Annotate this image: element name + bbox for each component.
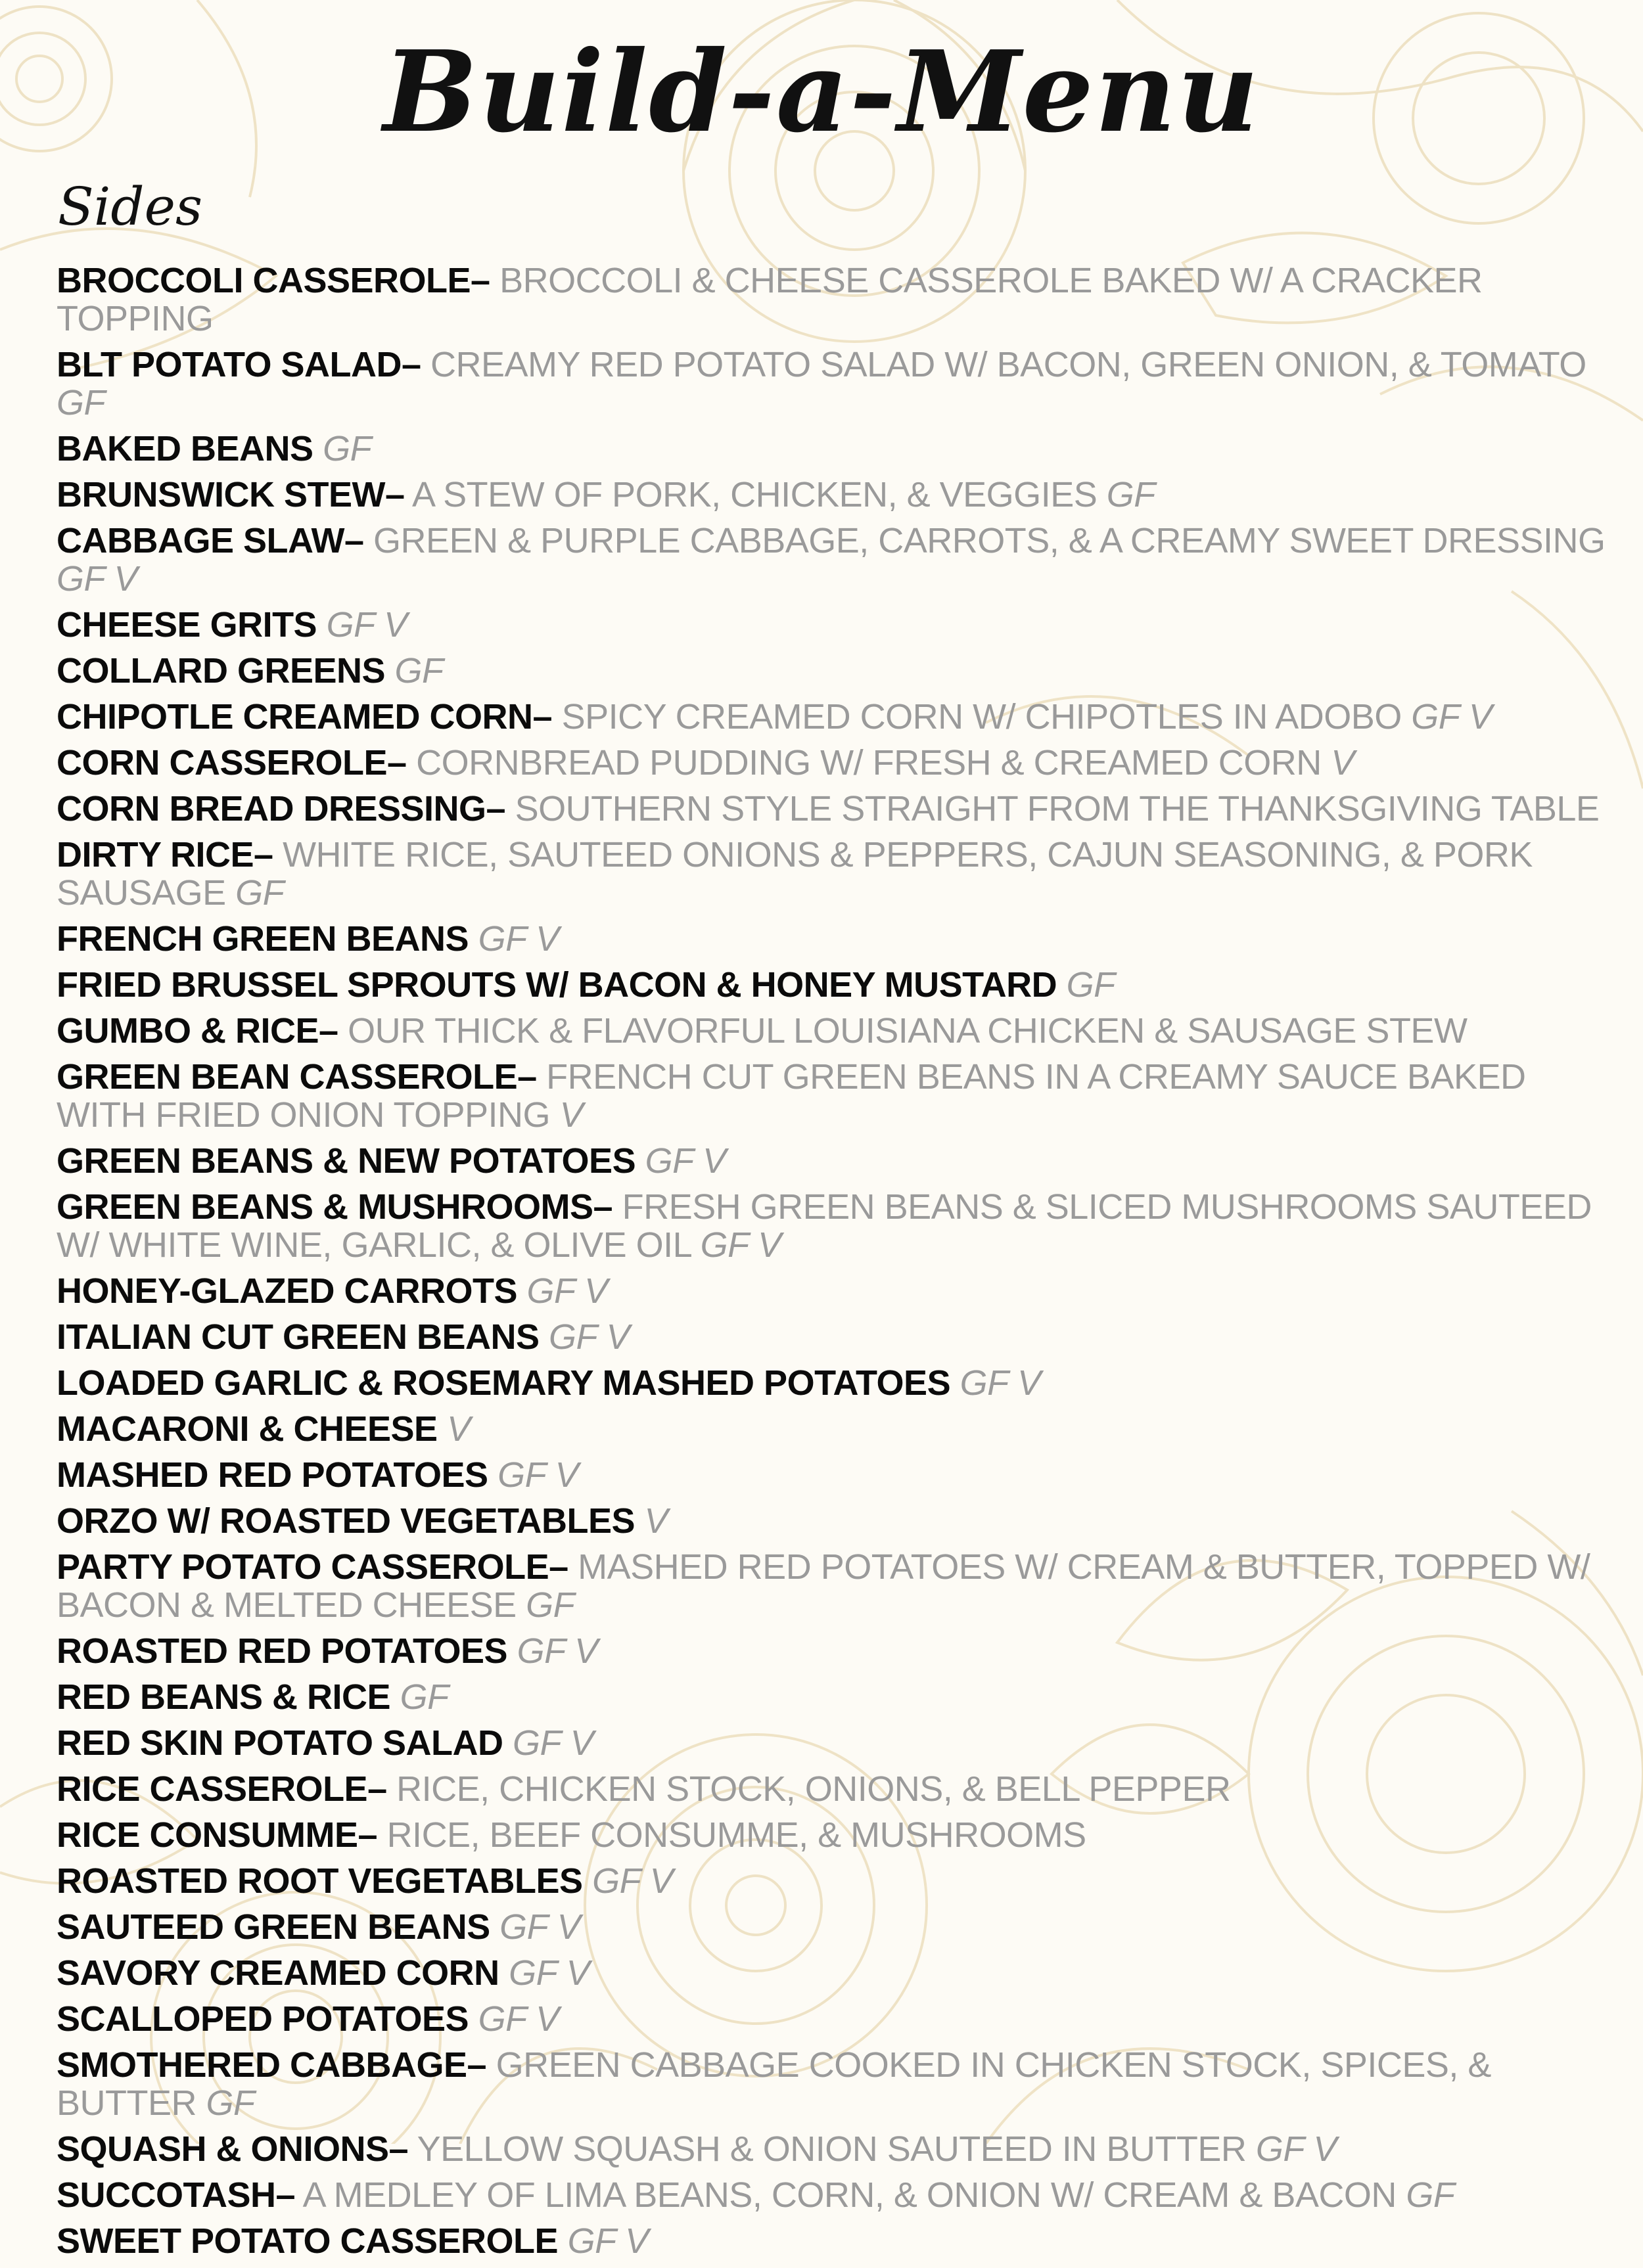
menu-item-description: OUR THICK & FLAVORFUL LOUISIANA CHICKEN & SAUSAGE STEW bbox=[348, 1011, 1468, 1051]
menu-item-name: PARTY POTATO CASSEROLE– bbox=[57, 1547, 568, 1587]
dietary-tags: GF V bbox=[509, 1953, 590, 1993]
dietary-tags: V bbox=[644, 1501, 668, 1541]
menu-item-name: BRUNSWICK STEW– bbox=[57, 475, 405, 514]
menu-item bbox=[57, 744, 1614, 782]
menu-item bbox=[57, 1188, 1614, 1264]
dietary-tags: GF bbox=[235, 873, 285, 913]
menu-item-name: ROASTED RED POTATOES bbox=[57, 1631, 508, 1671]
dietary-tags: GF V bbox=[592, 1861, 674, 1901]
menu-item-description: WHITE RICE, SAUTEED ONIONS & PEPPERS, CAJUN SEASONING, & PORK SAUSAGE bbox=[57, 835, 1533, 913]
dietary-tags: GF V bbox=[499, 1907, 581, 1947]
menu-item-description: SOUTHERN STYLE STRAIGHT FROM THE THANKSGIVING TABLE bbox=[515, 789, 1600, 828]
menu-item-name: GREEN BEAN CASSEROLE– bbox=[57, 1057, 537, 1097]
menu-item-description: FRESH GREEN BEANS & SLICED MUSHROOMS SAUTEED W/ WHITE WINE, GARLIC, & OLIVE OIL bbox=[57, 1187, 1592, 1265]
menu-item bbox=[57, 966, 1614, 1004]
menu-item bbox=[57, 1364, 1614, 1402]
menu-item-name: FRIED BRUSSEL SPROUTS W/ BACON & HONEY MUSTARD bbox=[57, 965, 1057, 1005]
menu-item bbox=[57, 2046, 1614, 2122]
menu-item-name: SCALLOPED POTATOES bbox=[57, 1999, 469, 2039]
dietary-tags: V bbox=[447, 1409, 471, 1449]
dietary-tags: V bbox=[559, 1095, 584, 1135]
menu-item-name: GUMBO & RICE– bbox=[57, 1011, 338, 1051]
dietary-tags: GF V bbox=[526, 1271, 608, 1311]
dietary-tags: GF V bbox=[478, 919, 559, 959]
menu-item bbox=[57, 606, 1614, 644]
menu-item-description: GREEN & PURPLE CABBAGE, CARROTS, & A CREAMY SWEET DRESSING bbox=[373, 521, 1606, 560]
menu-item-name: SQUASH & ONIONS– bbox=[57, 2129, 409, 2169]
menu-item bbox=[57, 1862, 1614, 1900]
dietary-tags: GF V bbox=[960, 1363, 1041, 1403]
dietary-tags: GF V bbox=[517, 1631, 598, 1671]
menu-item bbox=[57, 2130, 1614, 2168]
menu-item-name: CORN CASSEROLE– bbox=[57, 743, 407, 782]
section-heading-sides: Sides bbox=[58, 176, 202, 237]
dietary-tags: GF bbox=[1066, 965, 1115, 1005]
menu-item bbox=[57, 1678, 1614, 1716]
dietary-tags: GF V bbox=[1411, 697, 1493, 737]
menu-item-description: CREAMY RED POTATO SALAD W/ BACON, GREEN ONION, & TOMATO bbox=[430, 345, 1586, 384]
menu-item bbox=[57, 346, 1614, 422]
menu-item-description: CORNBREAD PUDDING W/ FRESH & CREAMED CORN bbox=[416, 743, 1322, 782]
menu-item bbox=[57, 2176, 1614, 2214]
menu-item-name: CHEESE GRITS bbox=[57, 605, 317, 645]
menu-item bbox=[57, 1272, 1614, 1310]
menu-item bbox=[57, 920, 1614, 958]
menu-item bbox=[57, 1142, 1614, 1180]
menu-item-name: SWEET POTATO CASSEROLE bbox=[57, 2221, 559, 2261]
menu-item bbox=[57, 1410, 1614, 1448]
page-title: Build-a-Menu bbox=[382, 26, 1261, 158]
dietary-tags: GF V bbox=[645, 1141, 726, 1181]
dietary-tags: GF bbox=[400, 1677, 449, 1717]
menu-item bbox=[57, 836, 1614, 912]
menu-item-name: SUCCOTASH– bbox=[57, 2175, 296, 2215]
menu-item-name: MASHED RED POTATOES bbox=[57, 1455, 488, 1495]
menu-item-name: RICE CASSEROLE– bbox=[57, 1769, 387, 1809]
dietary-tags: GF V bbox=[700, 1225, 781, 1265]
menu-item bbox=[57, 1012, 1614, 1050]
menu-item bbox=[57, 1724, 1614, 1762]
menu-item bbox=[57, 2222, 1614, 2260]
dietary-tags: GF V bbox=[478, 1999, 559, 2039]
menu-item-name: CABBAGE SLAW– bbox=[57, 521, 364, 560]
menu-item bbox=[57, 430, 1614, 468]
dietary-tags: GF V bbox=[498, 1455, 579, 1495]
menu-item-name: CORN BREAD DRESSING– bbox=[57, 789, 506, 828]
menu-item bbox=[57, 1456, 1614, 1494]
menu-item-name: ITALIAN CUT GREEN BEANS bbox=[57, 1317, 540, 1357]
menu-item-name: DIRTY RICE– bbox=[57, 835, 273, 874]
dietary-tags: GF bbox=[526, 1585, 575, 1625]
menu-item-name: COLLARD GREENS bbox=[57, 651, 386, 691]
sides-list bbox=[57, 261, 1614, 2268]
menu-item-name: HONEY-GLAZED CARROTS bbox=[57, 1271, 518, 1311]
menu-item bbox=[57, 1770, 1614, 1808]
menu-item bbox=[57, 522, 1614, 598]
dietary-tags: GF V bbox=[549, 1317, 630, 1357]
menu-item-name: LOADED GARLIC & ROSEMARY MASHED POTATOES bbox=[57, 1363, 951, 1403]
menu-item-name: SAUTEED GREEN BEANS bbox=[57, 1907, 490, 1947]
dietary-tags: GF bbox=[1406, 2175, 1455, 2215]
menu-item bbox=[57, 1502, 1614, 1540]
dietary-tags: V bbox=[1331, 743, 1354, 782]
menu-item bbox=[57, 261, 1614, 338]
dietary-tags: GF bbox=[323, 429, 372, 468]
menu-item-name: BROCCOLI CASSEROLE– bbox=[57, 261, 490, 300]
menu-item-name: RED BEANS & RICE bbox=[57, 1677, 391, 1717]
dietary-tags: GF bbox=[1106, 475, 1155, 514]
menu-item bbox=[57, 2000, 1614, 2038]
menu-item bbox=[57, 790, 1614, 828]
menu-item-name: CHIPOTLE CREAMED CORN– bbox=[57, 697, 553, 737]
dietary-tags: GF V bbox=[513, 1723, 594, 1763]
menu-item-description: RICE, BEEF CONSUMME, & MUSHROOMS bbox=[386, 1815, 1086, 1855]
menu-item bbox=[57, 652, 1614, 690]
dietary-tags: GF V bbox=[326, 605, 407, 645]
menu-item bbox=[57, 1908, 1614, 1946]
dietary-tags: GF V bbox=[1255, 2129, 1337, 2169]
menu-item-name: SMOTHERED CABBAGE– bbox=[57, 2045, 487, 2085]
menu-item-name: GREEN BEANS & MUSHROOMS– bbox=[57, 1187, 613, 1227]
menu-item bbox=[57, 1548, 1614, 1624]
menu-item-name: MACARONI & CHEESE bbox=[57, 1409, 438, 1449]
menu-item-name: RICE CONSUMME– bbox=[57, 1815, 378, 1855]
menu-item-name: RED SKIN POTATO SALAD bbox=[57, 1723, 503, 1763]
menu-item-name: GREEN BEANS & NEW POTATOES bbox=[57, 1141, 636, 1181]
menu-item bbox=[57, 1058, 1614, 1134]
dietary-tags: GF bbox=[57, 383, 105, 422]
menu-item-description: YELLOW SQUASH & ONION SAUTEED IN BUTTER bbox=[417, 2129, 1247, 2169]
menu-item-description: RICE, CHICKEN STOCK, ONIONS, & BELL PEPPER bbox=[396, 1769, 1231, 1809]
menu-item bbox=[57, 1632, 1614, 1670]
menu-item-description: A STEW OF PORK, CHICKEN, & VEGGIES bbox=[412, 475, 1098, 514]
menu-item-name: SAVORY CREAMED CORN bbox=[57, 1953, 499, 1993]
menu-item-description: BROCCOLI & CHEESE CASSEROLE BAKED W/ A CRACKER TOPPING bbox=[57, 261, 1483, 338]
menu-item-description: MASHED RED POTATOES W/ CREAM & BUTTER, TOPPED W/ BACON & MELTED CHEESE bbox=[57, 1547, 1590, 1625]
menu-item-description: FRENCH CUT GREEN BEANS IN A CREAMY SAUCE BAKED WITH FRIED ONION TOPPING bbox=[57, 1057, 1526, 1135]
menu-item-description: SPICY CREAMED CORN W/ CHIPOTLES IN ADOBO bbox=[561, 697, 1402, 737]
menu-item-name: ORZO W/ ROASTED VEGETABLES bbox=[57, 1501, 636, 1541]
menu-item-description: A MEDLEY OF LIMA BEANS, CORN, & ONION W/ CREAM & BACON bbox=[302, 2175, 1397, 2215]
menu-item bbox=[57, 1816, 1614, 1854]
menu-item-name: FRENCH GREEN BEANS bbox=[57, 919, 469, 959]
menu-item-name: BLT POTATO SALAD– bbox=[57, 345, 421, 384]
menu-item-name: ROASTED ROOT VEGETABLES bbox=[57, 1861, 583, 1901]
dietary-tags: GF bbox=[206, 2083, 255, 2123]
menu-item bbox=[57, 698, 1614, 736]
menu-item-name: BAKED BEANS bbox=[57, 429, 313, 468]
menu-item bbox=[57, 1954, 1614, 1992]
menu-item bbox=[57, 476, 1614, 514]
dietary-tags: GF V bbox=[567, 2221, 649, 2261]
menu-item-description: GREEN CABBAGE COOKED IN CHICKEN STOCK, SPICES, & BUTTER bbox=[57, 2045, 1491, 2123]
dietary-tags: GF bbox=[394, 651, 444, 691]
dietary-tags: GF V bbox=[57, 559, 138, 599]
menu-item bbox=[57, 1318, 1614, 1356]
